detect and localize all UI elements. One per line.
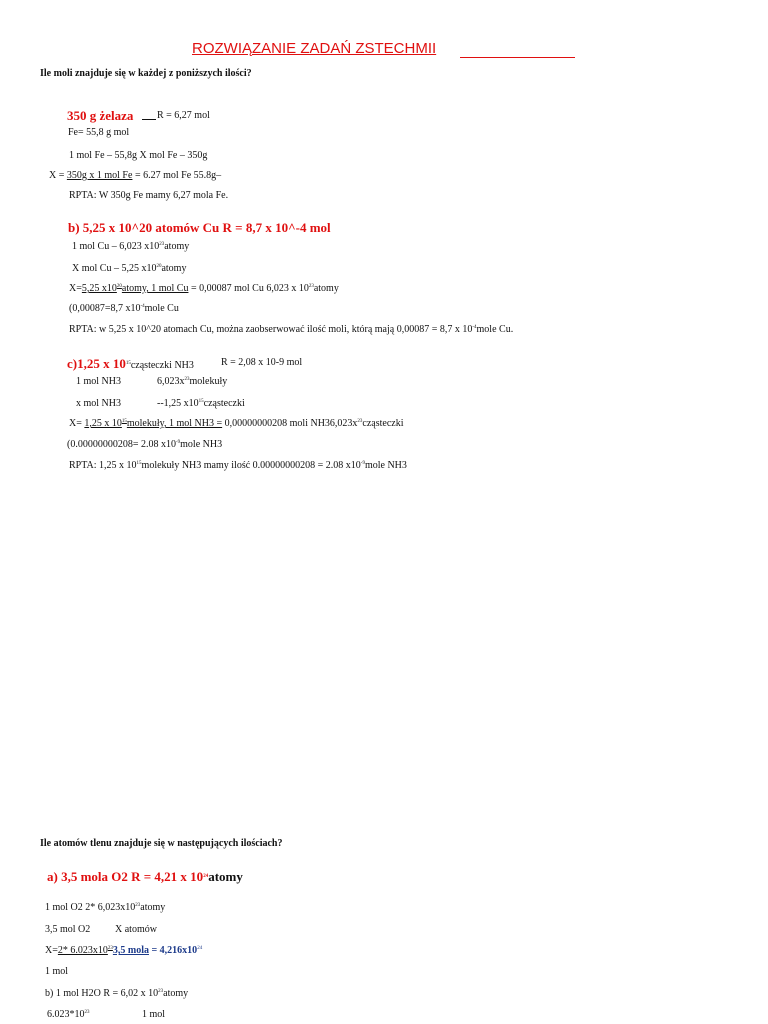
task-a-blank-line: [142, 119, 156, 120]
task-c-answer: RPTA: 1,25 x $10^{15}molekuły$ NH3 mamy ilość 0.00000000208 = 2.08 $x10^{-9}mole$ NH3: [69, 460, 407, 471]
task-c-line1-right: $6,023x^{23}molekuły$: [157, 376, 228, 387]
task-c-line4: (0.00000000208= 2.08 $x10^{-9}mole$ NH3: [67, 439, 223, 450]
task2-a-line3: X=2* $6.023x10^{23}3,5$ mola = $4,216x10^{24}$: [45, 945, 203, 956]
task-a-line1: Fe= 55,8 g mol: [68, 127, 130, 138]
task-c-heading: c)1,25 x $10^{15}cząsteczki$ NH3: [67, 356, 194, 371]
task-b-line4: (0,00087=8,7 $x10^{-4}mole$ Cu: [69, 303, 179, 314]
task-a-line3: X = 350g x 1 mol Fe = 6.27 mol Fe 55.8g–: [49, 170, 222, 181]
task2-a-heading: a) 3,5 mola O2 R = 4,21 x $10^{24}atomy$: [47, 869, 243, 884]
task-b-line1: 1 mol Cu – 6,023 $x10^{23}atomy$: [72, 241, 190, 252]
task-c-line2-right: --1,25 $x10^{15}cząsteczki$: [157, 398, 245, 409]
task-c-line3: X= 1,25 x $10^{15}molekuły$, 1 mol NH3 = 0,00000000208 moli $NH36,023x^{23}cząsteczki$: [69, 418, 404, 429]
task2-a-line1: 1 mol O2 2* $6,023x10^{23}atomy$: [45, 902, 166, 913]
task2-b-heading: b) 1 mol H2O R = 6,02 x $10^{23}atomy$: [45, 988, 189, 999]
task-a-line2: 1 mol Fe – 55,8g X mol Fe – 350g: [69, 150, 208, 161]
task2-a-line2-right: X atomów: [115, 924, 157, 935]
task-b-heading: b) 5,25 x 10^20 atomów Cu R = 8,7 x 10^-4 mol: [68, 220, 331, 235]
task-b-answer: RPTA: w 5,25 x 10^20 atomach Cu, można zaobserwować ilość moli, którą mają 0,00087 = 8,7 x $10^{-4}mole$ Cu.: [69, 324, 514, 335]
section2-question: Ile atomów tlenu znajduje się w następujących ilościach?: [40, 838, 283, 849]
section1-question: Ile moli znajduje się w każdej z poniższych ilości?: [40, 68, 252, 79]
task-b-line3: X=5,25 $x10^{20}atomy$, 1 mol Cu = 0,00087 mol Cu 6,023 x $10^{23}atomy$: [69, 283, 339, 294]
task-a-heading: 350 g żelaza: [67, 108, 134, 123]
task2-b-line1-right: 1 mol: [142, 1009, 166, 1020]
task-a-answer: RPTA: W 350g Fe mamy 6,27 mola Fe.: [69, 190, 229, 201]
task2-a-line2-left: 3,5 mol O2: [45, 924, 91, 935]
task-c-line1-left: 1 mol NH3: [76, 376, 121, 387]
task2-a-line4: 1 mol: [45, 966, 69, 977]
page-title: ROZWIĄZANIE ZADAŃ ZSTECHMII: [192, 40, 437, 57]
task-c-line2-left: x mol NH3: [76, 398, 121, 409]
task-b-line2: X mol Cu – 5,25 $x10^{20}atomy$: [72, 263, 187, 274]
task-a-result: R = 6,27 mol: [157, 110, 210, 121]
task2-b-line1-left: $6.023*10^{23}$: [47, 1009, 90, 1020]
task-c-result: R = 2,08 x 10-9 mol: [221, 357, 303, 368]
title-underline: [460, 57, 575, 58]
